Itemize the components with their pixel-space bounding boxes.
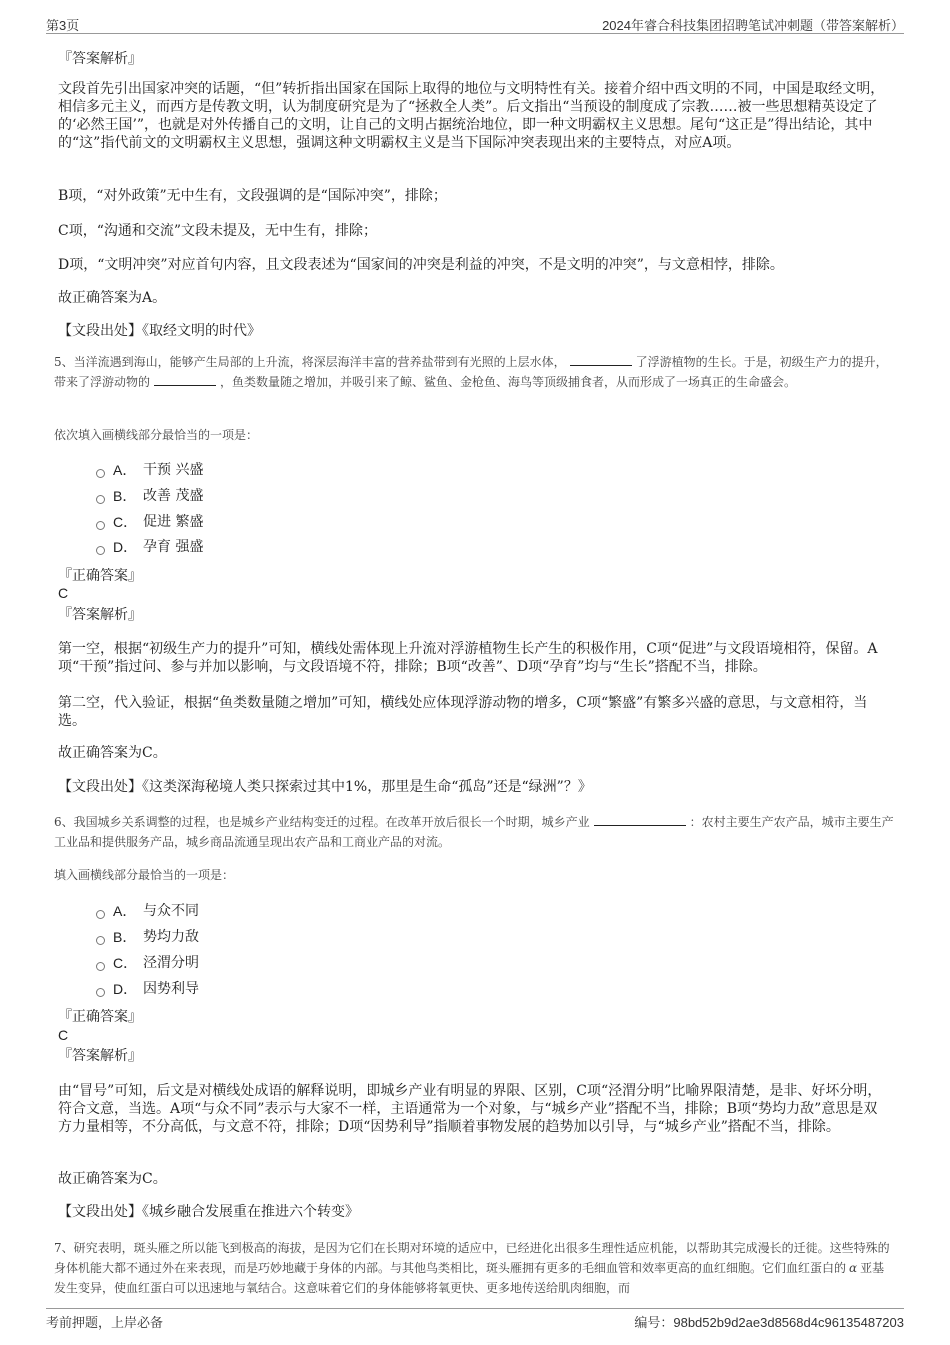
q4-conclusion: 故正确答案为A。 bbox=[58, 290, 167, 306]
q7-stem-part-a: 7、研究表明，斑头雁之所以能飞到极高的海拔，是因为它们在长期对环境的适应中，已经进化出很多生理性适应机能，以帮助其完成漫长的迁徙。这些特殊的身体机能大都不通过外在来表现，而是巧妙地藏于身体的内部。与其他鸟类相比，斑头雁拥有更多的毛细血管和效率更高的血红细胞。它们血红蛋白的 bbox=[54, 1241, 890, 1275]
q6-stem bbox=[54, 812, 896, 852]
q5-analysis-label: 『答案解析』 bbox=[58, 607, 142, 623]
q6-option-a[interactable]: A． 与众不同 bbox=[96, 901, 199, 921]
q5-stem-part-a: 5、当洋流遇到海山，能够产生局部的上升流，将深层海洋丰富的营养盐带到有光照的上层水体， bbox=[54, 355, 566, 369]
q5-instruction: 依次填入画横线部分最恰当的一项是： bbox=[54, 428, 259, 442]
q6-stem-part-a: 6、我国城乡关系调整的过程，也是城乡产业结构变迁的过程。在改革开放后很长一个时期，城乡产业 bbox=[54, 815, 590, 829]
footer-slogan: 考前押题，上岸必备 bbox=[46, 1315, 164, 1330]
q5-conclusion: 故正确答案为C。 bbox=[58, 745, 167, 761]
q5-answer: C bbox=[58, 585, 69, 601]
page-number: 第3页 bbox=[46, 18, 80, 33]
document-title: 2024年睿合科技集团招聘笔试冲刺题（带答案解析） bbox=[602, 18, 904, 33]
q6-blank bbox=[594, 813, 686, 826]
q6-conclusion: 故正确答案为C。 bbox=[58, 1171, 167, 1187]
radio-icon[interactable] bbox=[96, 910, 105, 919]
q5-stem-part-b: 了浮游植物的生长。于是，初级生产力的提升，带来了浮游动物的 bbox=[54, 355, 888, 389]
q4-analysis-option-b: B项，“对外政策”无中生有，文段强调的是“国际冲突”，排除； bbox=[58, 188, 447, 204]
q5-blank-1 bbox=[570, 353, 632, 366]
q5-stem bbox=[54, 352, 896, 392]
footer-rule bbox=[46, 1308, 904, 1309]
header-rule bbox=[46, 33, 904, 34]
radio-icon[interactable] bbox=[96, 962, 105, 971]
q7-stem-part-b: 亚基发生变异，使血红蛋白可以迅速地与氧结合。这意味着它们的身体能够将氧更快、更多地传送给肌肉细胞，而 bbox=[54, 1261, 885, 1295]
q6-option-d[interactable]: D． 因势利导 bbox=[96, 979, 199, 999]
q6-analysis-paragraph: 由“冒号”可知，后文是对横线处成语的解释说明，即城乡产业有明显的界限、区别，C项“泾渭分明”比喻界限清楚，是非、好坏分明，符合文意，当选。A项“与众不同”表示与大家不一样，主语通常为一个对象，与“城乡产业”搭配不当，排除；B项“势均力敌”意思是双方力量相等，不分高低，与文意不符，排除；D项“因势利导”指顺着事物发展的趋势加以引导，与“城乡产业”搭配不当，排除。 bbox=[58, 1083, 882, 1135]
q6-source: 【文段出处】《城乡融合发展重在推进六个转变》 bbox=[58, 1204, 359, 1220]
q5-source: 【文段出处】《这类深海秘境人类只探索过其中1%，那里是生命“孤岛”还是“绿洲”？》 bbox=[58, 779, 592, 795]
q6-instruction: 填入画横线部分最恰当的一项是： bbox=[54, 868, 235, 882]
q4-analysis-paragraph: 文段首先引出国家冲突的话题，“但”转折指出国家在国际上取得的地位与文明特性有关。接着介绍中西文明的不同，中国是取经文明，相信多元主义，而西方是传教文明，认为制度研究是为了“拯救全人类”。后文指出“当预设的制度成了宗教……被一些思想精英设定了的‘必然王国’”，也就是对外传播自己的文明，让自己的文明占据统治地位，即一种文明霸权主义思想。尾句“这正是”得出结论，其中的“这”指代前文的文明霸权主义思想，强调这种文明霸权主义是当下国际冲突表现出来的主要特点，对应A项。 bbox=[58, 81, 885, 151]
q5-option-c[interactable]: C． 促进 繁盛 bbox=[96, 512, 203, 532]
q6-stem-part-b: ：农村主要生产农产品，城市主要生产工业品和提供服务产品，城乡商品流通呈现出农产品和工商业产品的对流。 bbox=[54, 815, 894, 849]
q5-analysis-paragraph-2: 第二空，代入验证，根据“鱼类数量随之增加”可知，横线处应体现浮游动物的增多，C项“繁盛”有繁多兴盛的意思，与文意相符，当选。 bbox=[58, 695, 868, 729]
radio-icon[interactable] bbox=[96, 495, 105, 504]
q5-option-d[interactable]: D． 孕育 强盛 bbox=[96, 537, 203, 557]
q5-blank-2 bbox=[154, 373, 216, 386]
radio-icon[interactable] bbox=[96, 546, 105, 555]
q5-stem-part-c: ，鱼类数量随之增加，并吸引来了鲸、鲨鱼、金枪鱼、海鸟等顶级捕食者，从而形成了一场真正的生命盛会。 bbox=[220, 375, 797, 389]
radio-icon[interactable] bbox=[96, 521, 105, 530]
q6-option-b[interactable]: B． 势均力敌 bbox=[96, 927, 199, 947]
q6-answer-label: 『正确答案』 bbox=[58, 1009, 142, 1025]
alpha-symbol: α bbox=[849, 1261, 858, 1275]
q6-answer: C bbox=[58, 1027, 69, 1043]
q5-answer-label: 『正确答案』 bbox=[58, 568, 142, 584]
q4-source: 【文段出处】《取经文明的时代》 bbox=[58, 323, 261, 339]
q5-analysis-paragraph-1: 第一空，根据“初级生产力的提升”可知，横线处需体现上升流对浮游植物生长产生的积极作用，C项“促进”与文段语境相符，保留。A项“干预”指过问、参与并加以影响，与文段语境不符，排除；B项“改善”、D项“孕育”均与“生长”搭配不当，排除。 bbox=[58, 641, 878, 675]
q6-analysis-label: 『答案解析』 bbox=[58, 1048, 142, 1064]
radio-icon[interactable] bbox=[96, 988, 105, 997]
radio-icon[interactable] bbox=[96, 936, 105, 945]
q5-option-b[interactable]: B． 改善 茂盛 bbox=[96, 486, 203, 506]
q4-analysis-option-d: D项，“文明冲突”对应首句内容，且文段表述为“国家间的冲突是利益的冲突，不是文明的冲突”，与文意相悖，排除。 bbox=[58, 257, 784, 273]
q7-stem bbox=[54, 1238, 896, 1298]
q5-option-a[interactable]: A． 干预 兴盛 bbox=[96, 460, 203, 480]
footer-code bbox=[634, 1312, 904, 1331]
q4-analysis-label: 『答案解析』 bbox=[58, 51, 142, 67]
radio-icon[interactable] bbox=[96, 469, 105, 478]
q6-option-c[interactable]: C． 泾渭分明 bbox=[96, 953, 199, 973]
q4-analysis-option-c: C项，“沟通和交流”文段未提及，无中生有，排除； bbox=[58, 223, 378, 239]
footer-code-value: 98bd52b9d2ae3d8568d4c96135487203 bbox=[673, 1315, 904, 1330]
footer-code-label: 编号： bbox=[634, 1315, 674, 1330]
